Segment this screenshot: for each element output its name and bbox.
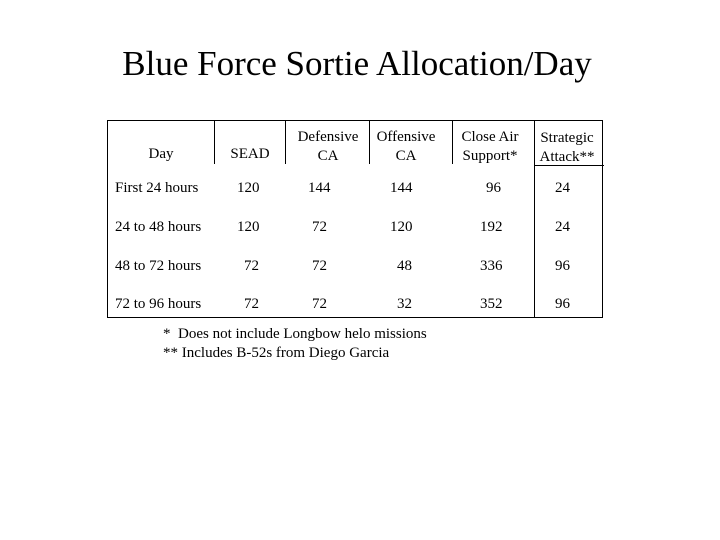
table-row-1-offensive-ca: 144 xyxy=(390,180,413,196)
table-row-2-sead: 120 xyxy=(237,219,260,235)
table-row-3-close-air-support: 336 xyxy=(480,258,503,274)
table-row-3-day: 48 to 72 hours xyxy=(115,258,202,274)
header-close-air-support-line1: Close Air xyxy=(461,129,519,145)
column-divider xyxy=(214,120,215,164)
table-row-2-close-air-support: 192 xyxy=(480,219,503,235)
table-row-2-defensive-ca: 72 xyxy=(312,219,327,235)
table-row-2-strategic-attack: 24 xyxy=(555,219,570,235)
table-row-2-offensive-ca: 120 xyxy=(390,219,413,235)
header-strategic-attack-line2: Attack** xyxy=(539,149,595,165)
table-row-4-sead: 72 xyxy=(244,296,259,312)
header-sead-label: SEAD xyxy=(230,146,270,162)
slide-title: Blue Force Sortie Allocation/Day xyxy=(122,44,592,83)
header-day-label: Day xyxy=(148,146,174,162)
table-row-1-close-air-support: 96 xyxy=(486,180,501,196)
footnote-b52: ** Includes B-52s from Diego Garcia xyxy=(163,345,390,361)
table-row-4-close-air-support: 352 xyxy=(480,296,503,312)
table-row-3-offensive-ca: 48 xyxy=(397,258,412,274)
footnote-longbow: * Does not include Longbow helo missions xyxy=(163,326,427,342)
header-defensive-ca-line2: CA xyxy=(317,148,339,164)
header-close-air-support-line2: Support* xyxy=(462,148,518,164)
header-offensive-ca-line1: Offensive xyxy=(376,129,436,145)
table-row-4-strategic-attack: 96 xyxy=(555,296,570,312)
header-strategic-attack-line1: Strategic xyxy=(540,130,594,146)
header-day xyxy=(124,145,198,164)
header-sead xyxy=(218,145,282,164)
sortie-allocation-table xyxy=(107,120,603,318)
table-row-1-day: First 24 hours xyxy=(115,180,199,196)
table-row-3-defensive-ca: 72 xyxy=(312,258,327,274)
table-row-1-defensive-ca: 144 xyxy=(308,180,331,196)
table-row-1-sead: 120 xyxy=(237,180,260,196)
header-strategic-attack xyxy=(532,129,602,167)
header-offensive-ca-line2: CA xyxy=(395,148,417,164)
table-row-4-day: 72 to 96 hours xyxy=(115,296,202,312)
table-row-1-strategic-attack: 24 xyxy=(555,180,570,196)
table-row-2-day: 24 to 48 hours xyxy=(115,219,202,235)
table-row-4-offensive-ca: 32 xyxy=(397,296,412,312)
table-row-3-strategic-attack: 96 xyxy=(555,258,570,274)
footnotes xyxy=(163,325,427,363)
header-close-air-support xyxy=(440,128,540,166)
table-row-3-sead: 72 xyxy=(244,258,259,274)
table-row-4-defensive-ca: 72 xyxy=(312,296,327,312)
header-defensive-ca-line1: Defensive xyxy=(297,129,359,145)
